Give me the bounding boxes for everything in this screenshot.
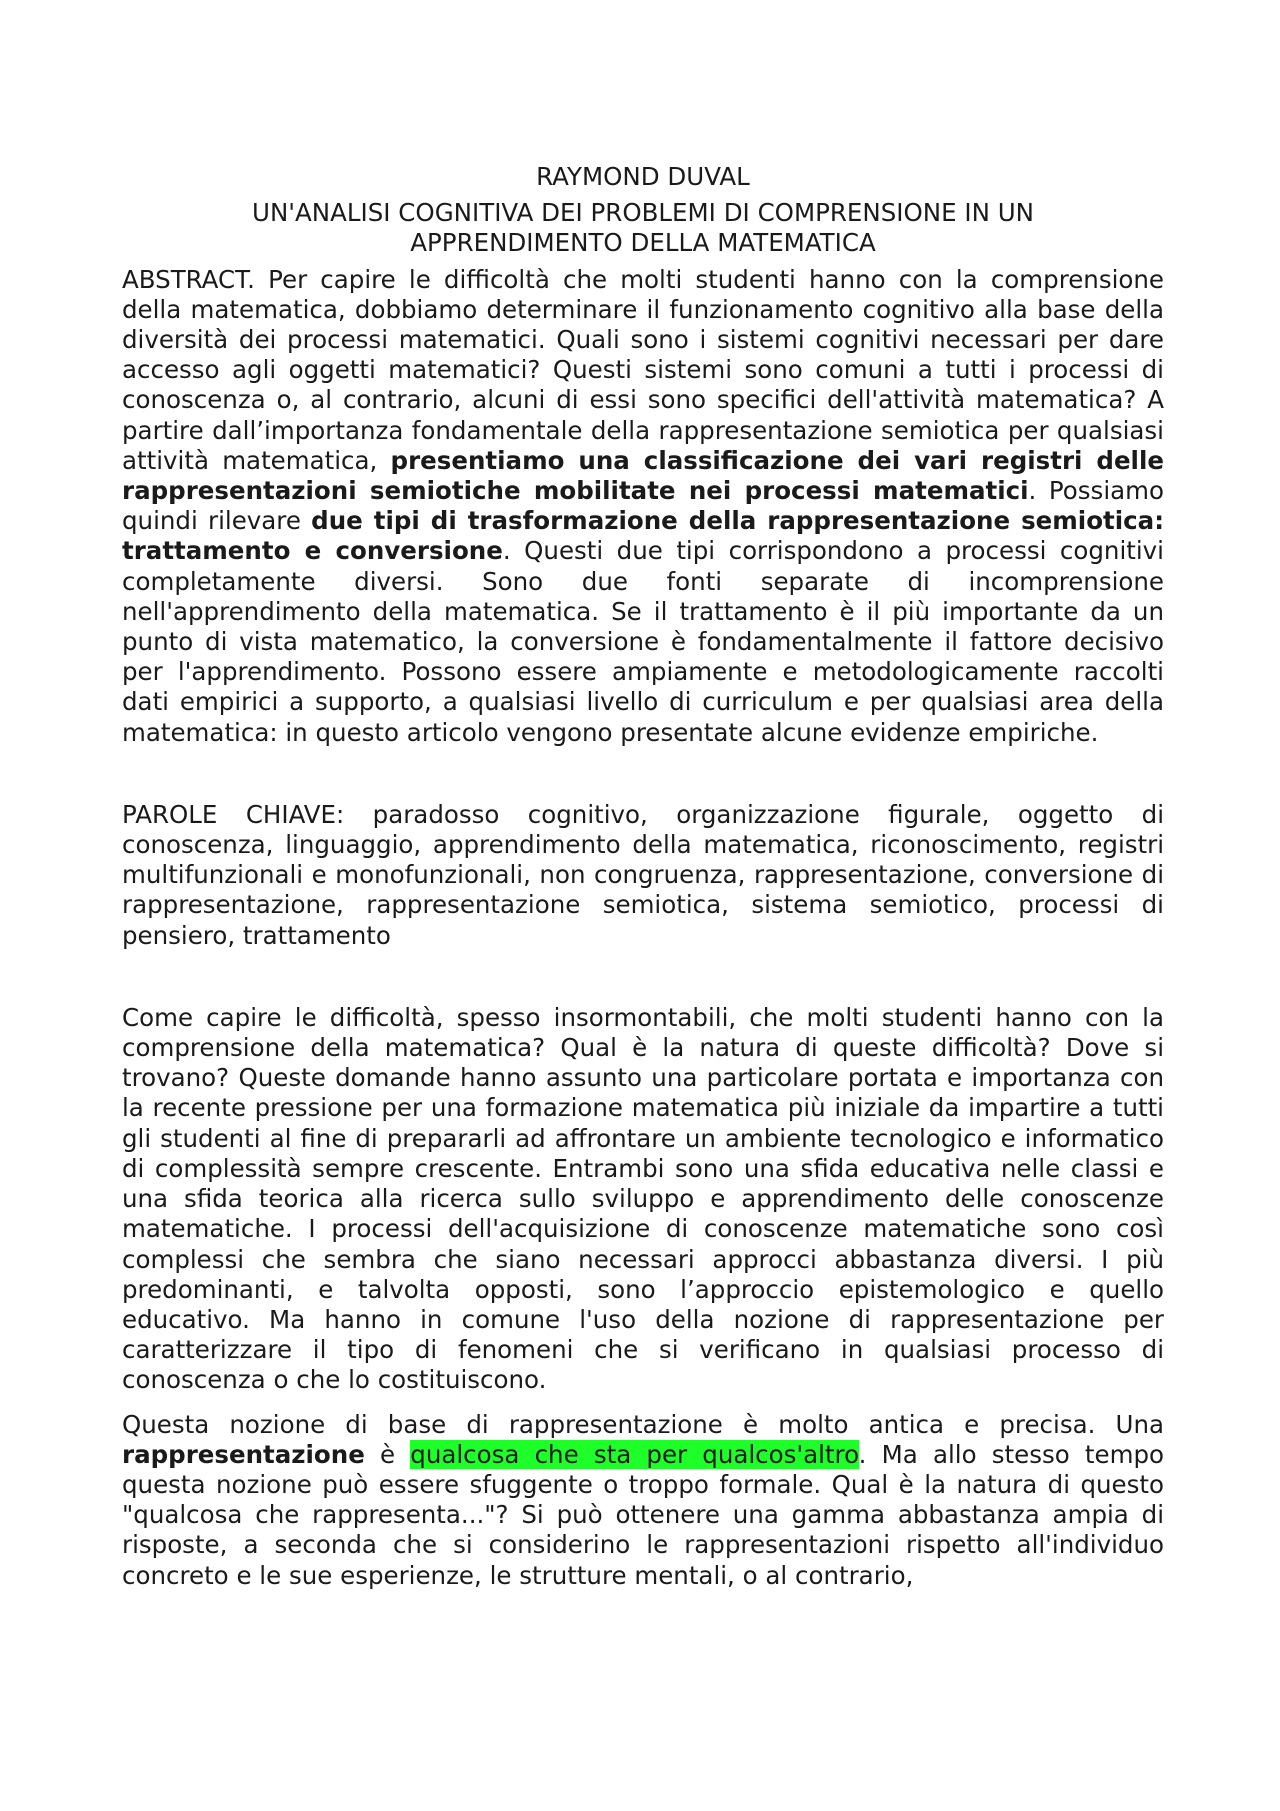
representation-bold: rappresentazione xyxy=(122,1439,365,1469)
representation-text-2: è xyxy=(364,1439,411,1469)
abstract-bold-1: presentiamo una classificazione dei vari registri delle rappresentazioni semiotiche mobilitate nei processi matematici xyxy=(122,445,1164,506)
abstract-paragraph xyxy=(122,265,1164,748)
abstract-text-3: . Questi due tipi corrispondono a processi cognitivi completamente diversi. Sono due fonti separate di incomprensione nell'apprendimento della matematica. Se il trattamento è il più importante da un punto di vista matematico, la conversione è fondamentalmente il fattore decisivo per l'apprendimento. Possono essere ampiamente e metodologicamente raccolti dati empirici a supporto, a qualsiasi livello di curriculum e per qualsiasi area della matematica: in questo articolo vengono presentate alcune evidenze empiriche. xyxy=(122,536,1164,747)
abstract-bold-2: due tipi di trasformazione della rappresentazione semiotica: trattamento e conversione xyxy=(122,506,1164,566)
highlighted-definition: qualcosa che sta per qualcos'altro xyxy=(410,1439,859,1469)
representation-paragraph xyxy=(122,1410,1164,1591)
keywords-paragraph: PAROLE CHIAVE: paradosso cognitivo, organizzazione figurale, oggetto di conoscenza, linguaggio, apprendimento della matematica, riconoscimento, registri multifunzionali e monofunzionali, non congruenza, rappresentazione, conversione di rappresentazione, rappresentazione semiotica, sistema semiotico, processi di pensiero, trattamento xyxy=(122,799,1164,950)
abstract-text-2: . Possiamo quindi rilevare xyxy=(122,476,1164,536)
intro-paragraph: Come capire le difficoltà, spesso insormontabili, che molti studenti hanno con la comprensione della matematica? Qual è la natura di queste difficoltà? Dove si trovano? Queste domande hanno assunto una particolare portata e importanza con la recente pressione per una formazione matematica più iniziale da impartire a tutti gli studenti al fine di prepararli ad affrontare un ambiente tecnologico e informatico di complessità sempre crescente. Entrambi sono una sfida educativa nelle classi e una sfida teorica alla ricerca sullo sviluppo e apprendimento delle conoscenze matematiche. I processi dell'acquisizione di conoscenze matematiche sono così complessi che sembra che siano necessari approcci abbastanza diversi. I più predominanti, e talvolta opposti, sono l’approccio epistemologico e quello educativo. Ma hanno in comune l'uso della nozione di rappresentazione per caratterizzare il tipo di fenomeni che si verificano in qualsiasi processo di conoscenza o che lo costituiscono. xyxy=(122,1002,1164,1395)
representation-text-3: . Ma allo stesso tempo questa nozione può essere sfuggente o troppo formale. Qual è la natura di questo "qualcosa che rappresenta..."? Si può ottenere una gamma abbastanza ampia di risposte, a seconda che si considerino le rappresentazioni rispetto all'individuo concreto e le sue esperienze, le strutture mentali, o al contrario, xyxy=(122,1439,1164,1590)
author-name: RAYMOND DUVAL xyxy=(536,162,750,191)
document-page xyxy=(122,162,1164,1591)
abstract-text-1: ABSTRACT. Per capire le difficoltà che molti studenti hanno con la comprensione della matematica, dobbiamo determinare il funzionamento cognitivo alla base della diversità dei processi matematici. Quali sono i sistemi cognitivi necessari per dare accesso agli oggetti matematici? Questi sistemi sono comuni a tutti i processi di conoscenza o, al contrario, alcuni di essi sono specifici dell'attività matematica? A partire dall’importanza fondamentale della rappresentazione semiotica per qualsiasi attività matematica, xyxy=(122,264,1164,475)
representation-text-1: Questa nozione di base di rappresentazione è molto antica e precisa. Una xyxy=(122,1409,1164,1439)
document-title: UN'ANALISI COGNITIVA DEI PROBLEMI DI COMPRENSIONE IN UN APPRENDIMENTO DELLA MATEMATICA xyxy=(252,198,1034,258)
